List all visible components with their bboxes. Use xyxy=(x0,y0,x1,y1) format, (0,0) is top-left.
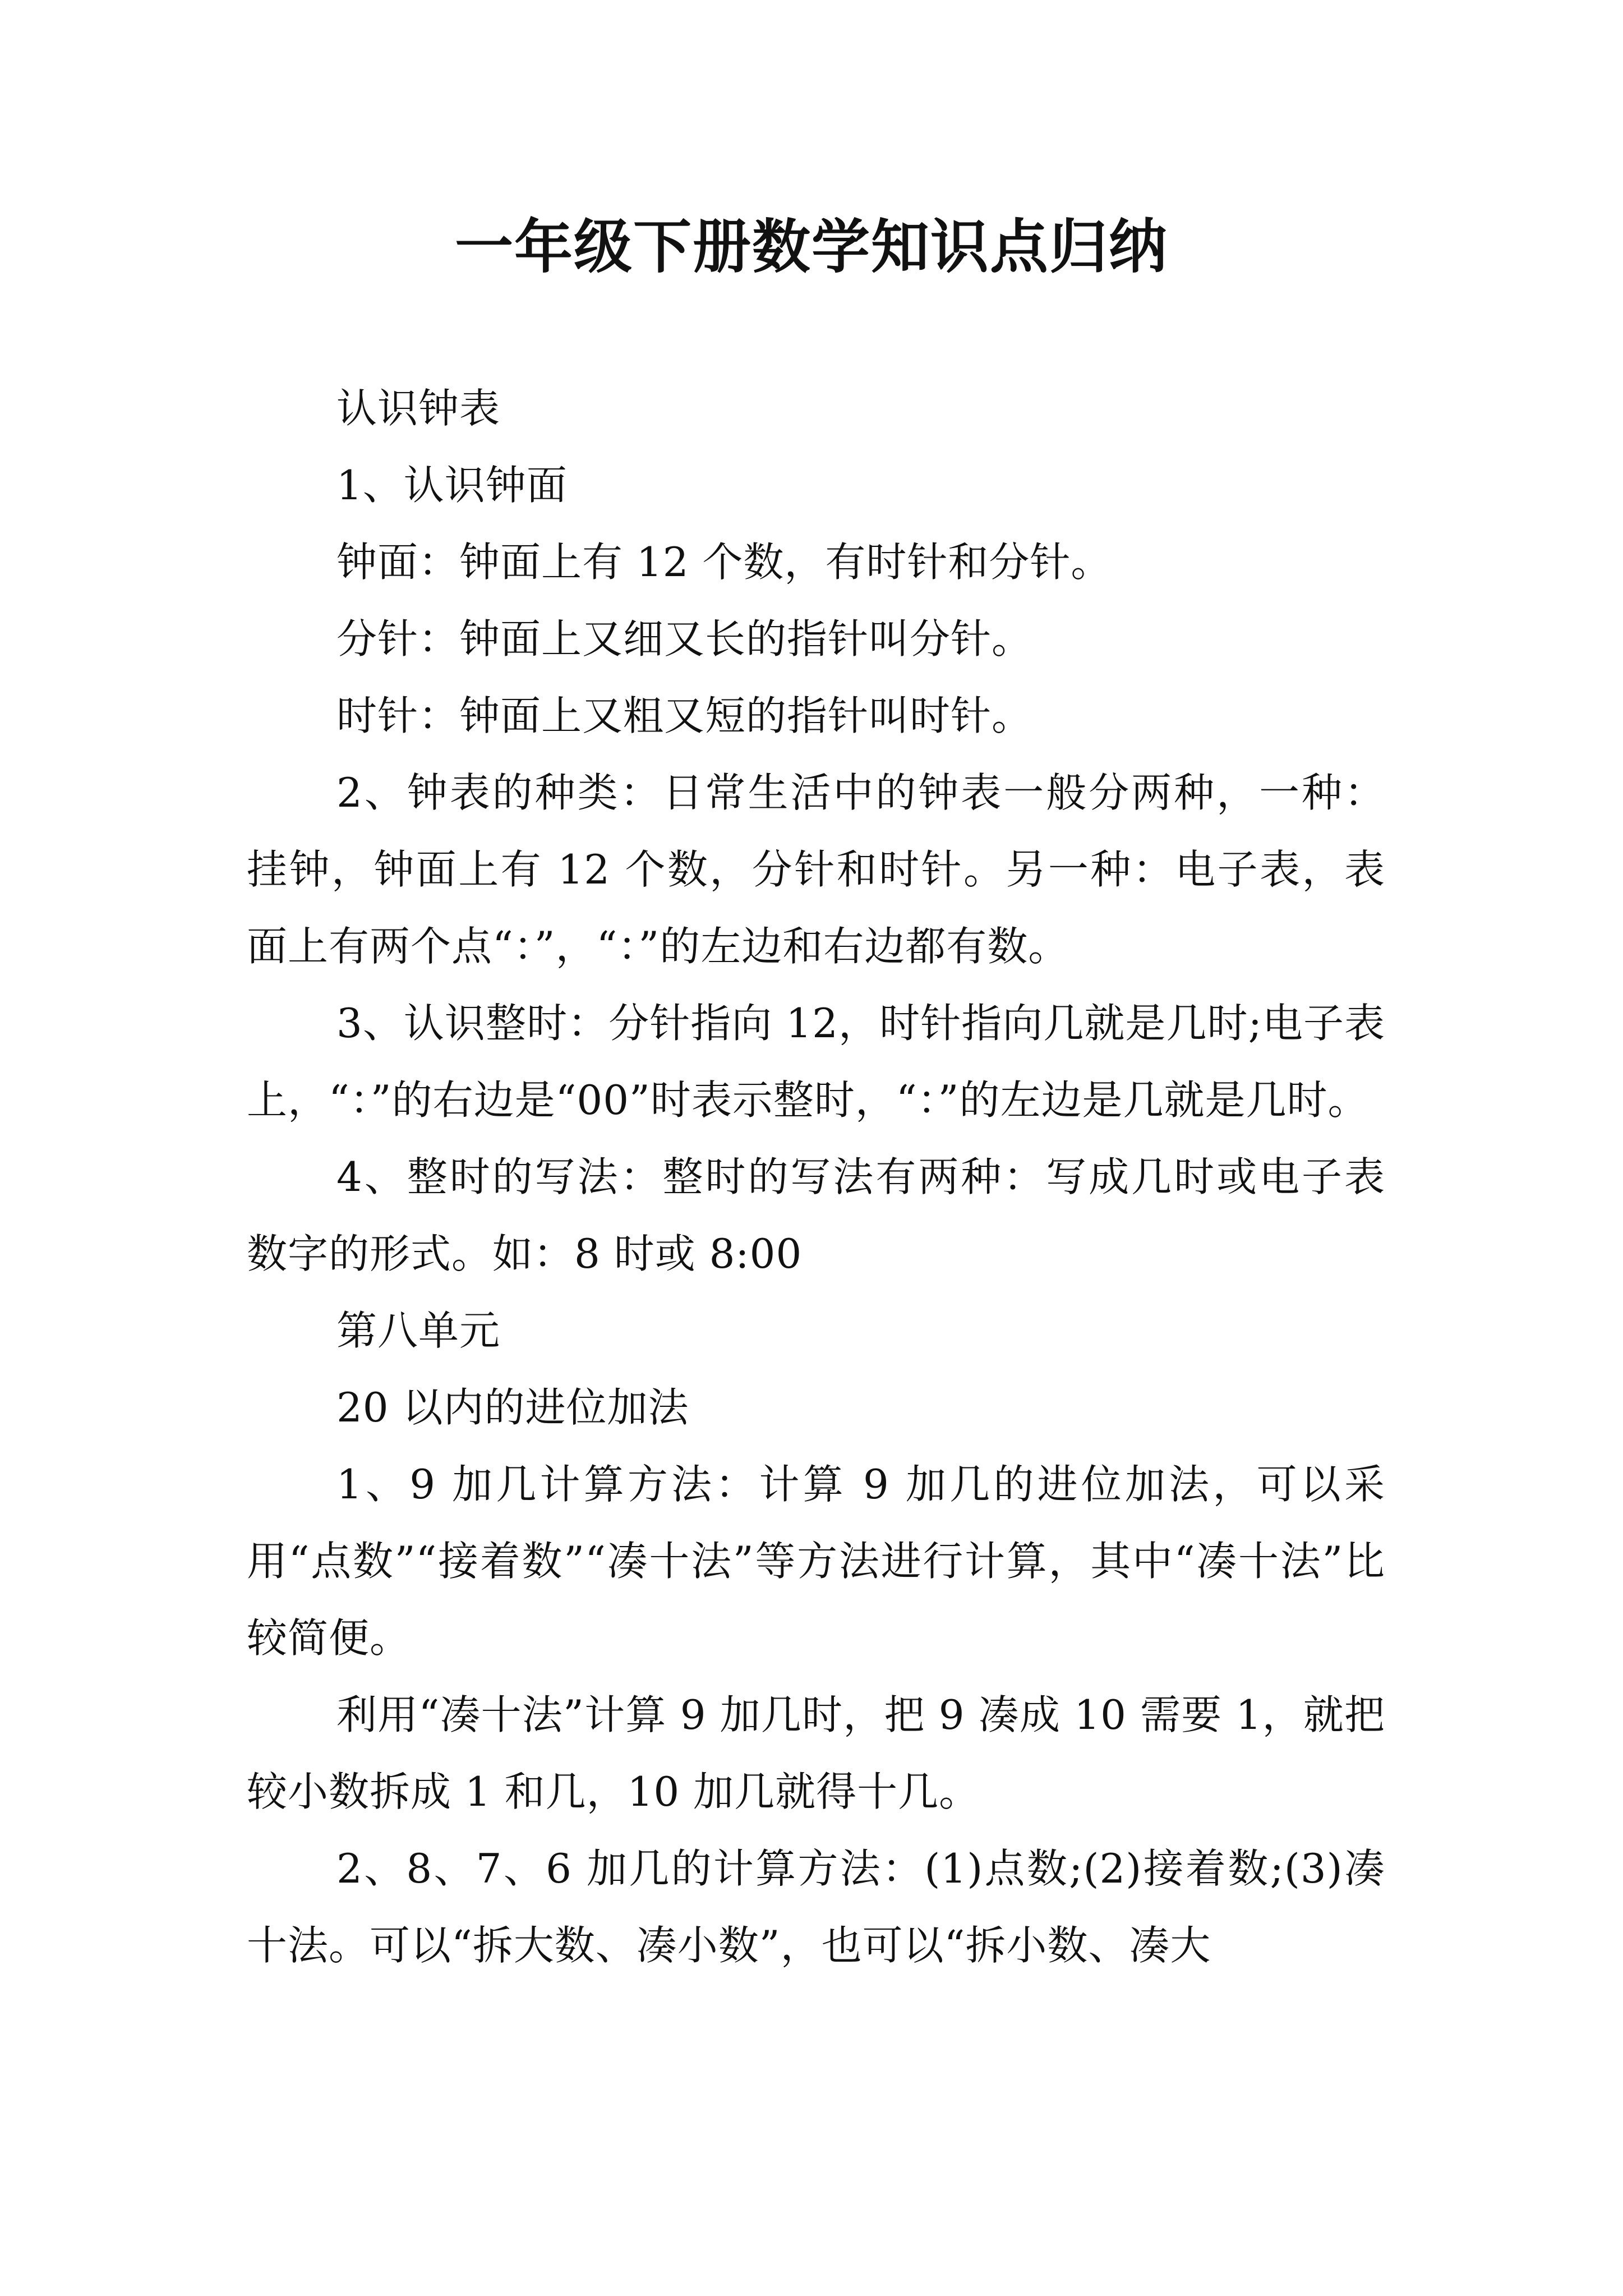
document-body xyxy=(247,370,1385,1984)
paragraph-minute-hand: 分针：钟面上又细又长的指针叫分针。 xyxy=(336,615,1033,662)
paragraph-eight-seven-six-plus: 2、8、7、6 加几的计算方法：(1)点数;(2)接着数;(3)凑十法。可以“拆大数、凑小数”，也可以“拆小数、凑大 xyxy=(247,1845,1385,1969)
document-title: 一年级下册数学知识点归纳 xyxy=(454,212,1168,281)
paragraph-clock-types: 2、钟表的种类：日常生活中的钟表一般分两种，一种：挂钟，钟面上有 12 个数，分针和时针。另一种：电子表，表面上有两个点“：”，“：”的左边和右边都有数。 xyxy=(247,769,1385,970)
section-heading-clock: 认识钟表 xyxy=(336,385,501,432)
section-heading-addition: 20 以内的进位加法 xyxy=(336,1384,689,1431)
paragraph-make-ten: 利用“凑十法”计算 9 加几时，把 9 凑成 10 需要 1，就把较小数拆成 1 和几，10 加几就得十几。 xyxy=(247,1691,1385,1815)
paragraph-clock-face: 钟面：钟面上有 12 个数，有时针和分针。 xyxy=(336,539,1112,586)
paragraph-hour-hand: 时针：钟面上又粗又短的指针叫时针。 xyxy=(336,692,1033,739)
paragraph-recognize-clock-face: 1、认识钟面 xyxy=(336,462,568,509)
paragraph-nine-plus: 1、9 加几计算方法：计算 9 加几的进位加法，可以采用“点数”“接着数”“凑十法”等方法进行计算，其中“凑十法”比较简便。 xyxy=(247,1461,1385,1662)
paragraph-whole-hour: 3、认识整时：分针指向 12，时针指向几就是几时;电子表上，“：”的右边是“00”时表示整时，“：”的左边是几就是几时。 xyxy=(247,1000,1385,1124)
section-heading-unit-eight: 第八单元 xyxy=(336,1307,501,1354)
paragraph-whole-hour-writing: 4、整时的写法：整时的写法有两种：写成几时或电子表数字的形式。如：8 时或 8:00 xyxy=(247,1153,1385,1277)
